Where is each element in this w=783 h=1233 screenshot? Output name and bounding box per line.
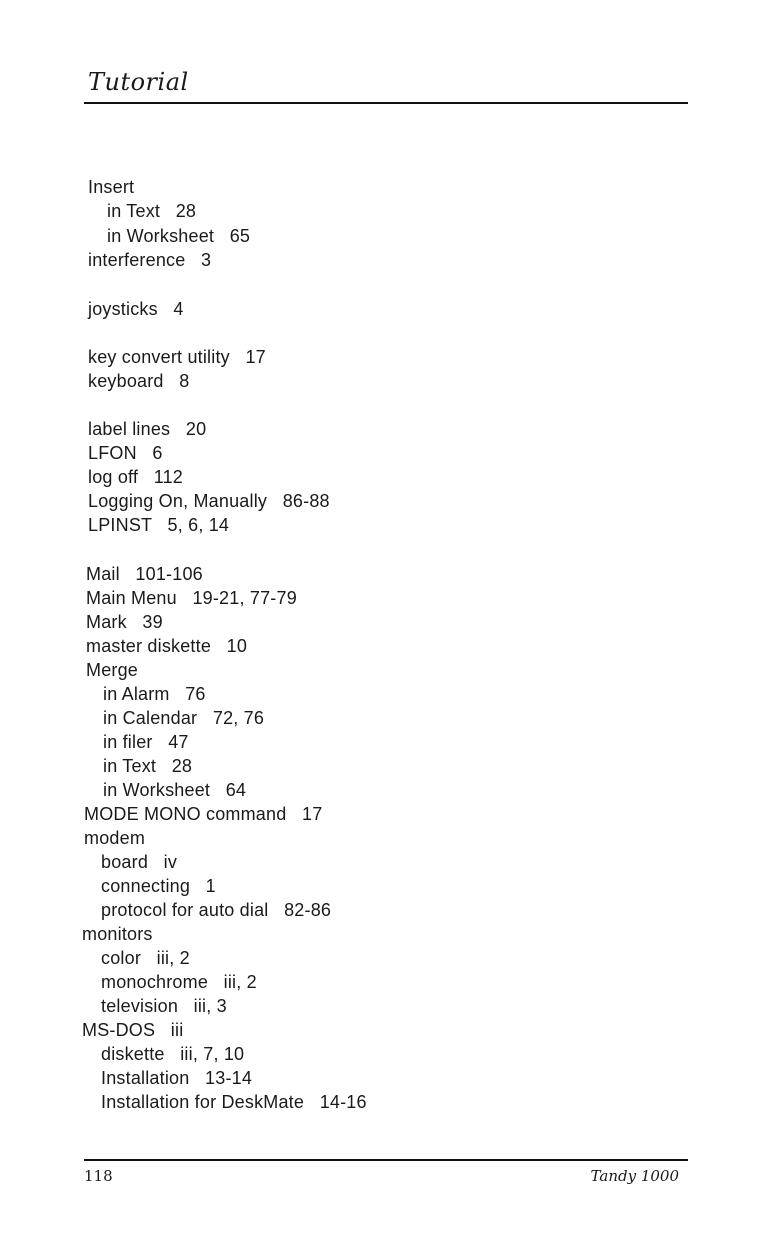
index-entry: Main Menu 19-21, 77-79 xyxy=(86,588,297,608)
page-header-title: Tutorial xyxy=(88,68,189,96)
index-subentry: television iii, 3 xyxy=(101,996,227,1016)
index-entry: Merge xyxy=(86,660,139,680)
index-entry: monitors xyxy=(82,924,153,944)
index-subentry: in Worksheet 64 xyxy=(103,780,247,800)
index-subentry: in Text 28 xyxy=(107,201,197,221)
index-subentry: in Text 28 xyxy=(103,756,193,776)
index-entry: log off 112 xyxy=(88,467,184,487)
index-entry: keyboard 8 xyxy=(88,371,190,391)
index-subentry: connecting 1 xyxy=(101,876,216,896)
index-subentry: Installation 13-14 xyxy=(101,1068,253,1088)
index-subentry: monochrome iii, 2 xyxy=(101,972,257,992)
index-subentry: diskette iii, 7, 10 xyxy=(101,1044,245,1064)
index-entry: modem xyxy=(84,828,146,848)
index-subentry: in filer 47 xyxy=(103,732,189,752)
index-entry: LPINST 5, 6, 14 xyxy=(88,515,230,535)
header-rule xyxy=(84,102,688,104)
index-entry: master diskette 10 xyxy=(86,636,248,656)
index-subentry: in Calendar 72, 76 xyxy=(103,708,265,728)
page-number: 118 xyxy=(84,1167,113,1185)
index-entry: Mark 39 xyxy=(86,612,163,632)
index-entry: label lines 20 xyxy=(88,419,207,439)
footer-product-name: Tandy 1000 xyxy=(590,1167,679,1185)
index-entry: MODE MONO command 17 xyxy=(84,804,323,824)
index-subentry: Installation for DeskMate 14-16 xyxy=(101,1092,367,1112)
index-entry: Logging On, Manually 86-88 xyxy=(88,491,330,511)
index-entry: Mail 101-106 xyxy=(86,564,203,584)
index-entry: MS-DOS iii xyxy=(82,1020,184,1040)
index-entry: LFON 6 xyxy=(88,443,163,463)
index-subentry: color iii, 2 xyxy=(101,948,190,968)
index-entry: joysticks 4 xyxy=(88,299,184,319)
index-subentry: in Alarm 76 xyxy=(103,684,206,704)
index-entry: key convert utility 17 xyxy=(88,347,266,367)
index-subentry: protocol for auto dial 82-86 xyxy=(101,900,332,920)
index-entry: interference 3 xyxy=(88,250,212,270)
index-subentry: board iv xyxy=(101,852,178,872)
index-entry: Insert xyxy=(88,177,135,197)
footer-rule xyxy=(84,1159,688,1161)
index-subentry: in Worksheet 65 xyxy=(107,226,251,246)
